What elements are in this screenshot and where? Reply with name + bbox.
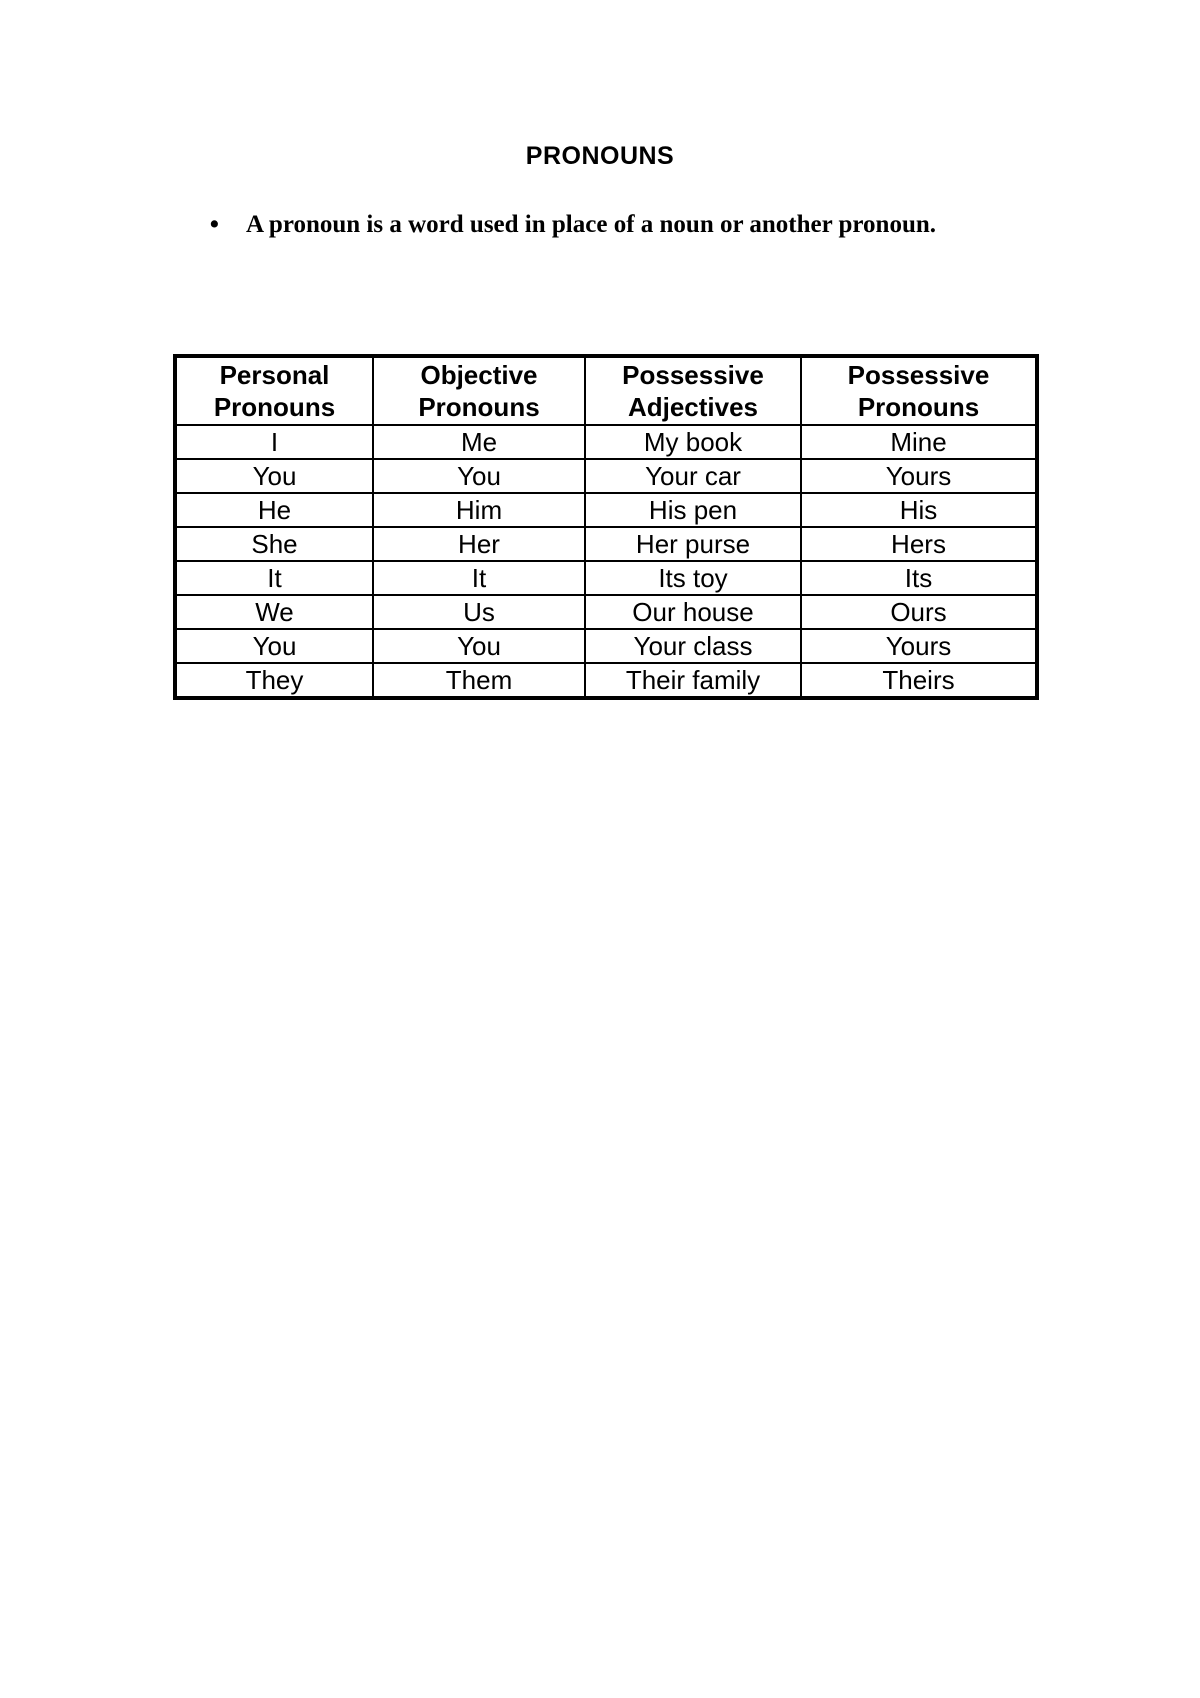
header-possessive-pronouns: Possessive Pronouns (801, 356, 1037, 425)
table-cell: Their family (585, 663, 801, 698)
table-cell: Yours (801, 629, 1037, 663)
table-row (175, 459, 1037, 493)
table-cell: You (373, 629, 585, 663)
table-cell: My book (585, 425, 801, 459)
table-cell: It (373, 561, 585, 595)
table-row (175, 493, 1037, 527)
bullet-icon: • (210, 210, 219, 238)
table-cell: Ours (801, 595, 1037, 629)
definition-bullet-item (210, 210, 936, 239)
table-cell: He (175, 493, 373, 527)
table-cell: We (175, 595, 373, 629)
table-row (175, 561, 1037, 595)
table-cell: She (175, 527, 373, 561)
table-cell: Your car (585, 459, 801, 493)
table-cell: Its toy (585, 561, 801, 595)
table-cell: It (175, 561, 373, 595)
header-possessive-adjectives: Possessive Adjectives (585, 356, 801, 425)
table-cell: Its (801, 561, 1037, 595)
definition-text: A pronoun is a word used in place of a noun or another pronoun. (246, 211, 937, 238)
header-personal-pronouns: Personal Pronouns (175, 356, 373, 425)
table-cell: Mine (801, 425, 1037, 459)
table-cell: Them (373, 663, 585, 698)
pronoun-table (173, 354, 1039, 700)
table-row (175, 595, 1037, 629)
table-cell: Hers (801, 527, 1037, 561)
table-cell: Him (373, 493, 585, 527)
table-row (175, 629, 1037, 663)
table-cell: His (801, 493, 1037, 527)
table-cell: Us (373, 595, 585, 629)
table-cell: His pen (585, 493, 801, 527)
table-cell: Our house (585, 595, 801, 629)
table-row (175, 425, 1037, 459)
table-cell: I (175, 425, 373, 459)
table-cell: Me (373, 425, 585, 459)
table-cell: They (175, 663, 373, 698)
table-cell: Theirs (801, 663, 1037, 698)
table-cell: Yours (801, 459, 1037, 493)
header-objective-pronouns: Objective Pronouns (373, 356, 585, 425)
table-cell: Your class (585, 629, 801, 663)
table-header-row (175, 356, 1037, 425)
table-cell: Her purse (585, 527, 801, 561)
table-cell: You (175, 629, 373, 663)
table-row (175, 663, 1037, 698)
table-row (175, 527, 1037, 561)
table-cell: You (175, 459, 373, 493)
table-cell: Her (373, 527, 585, 561)
table-cell: You (373, 459, 585, 493)
page-title: PRONOUNS (525, 142, 675, 170)
